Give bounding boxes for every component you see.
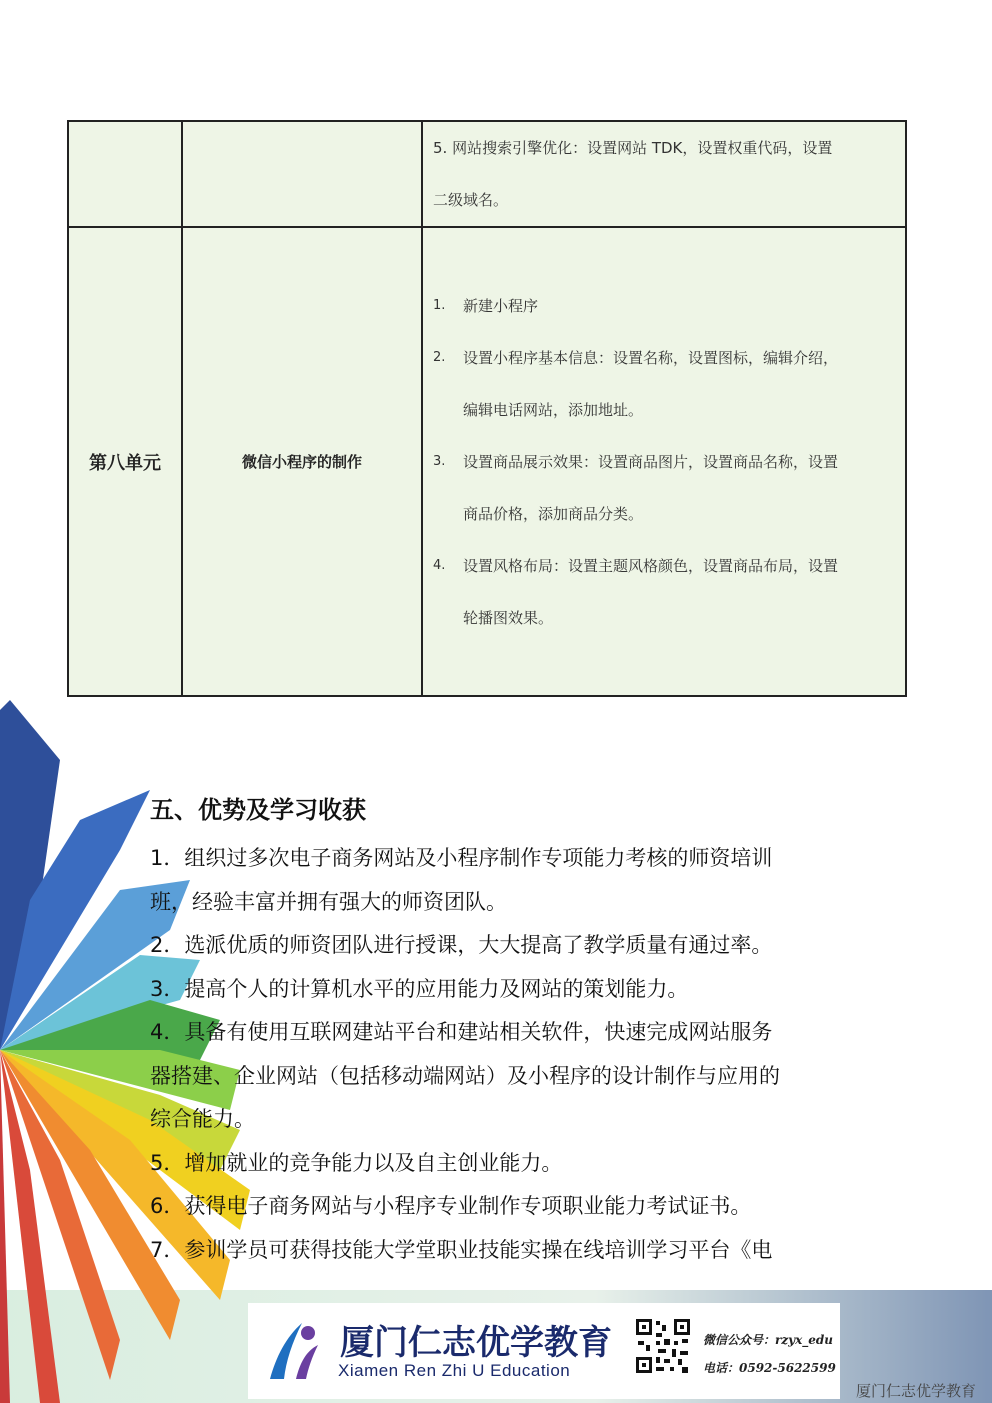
content-line: 二级域名。	[433, 191, 509, 209]
watermark-text: 厦门仁志优学教育	[856, 1382, 977, 1400]
section-line: 3．提高个人的计算机水平的应用能力及网站的策划能力。	[150, 976, 689, 1001]
item-number: 3.	[433, 453, 446, 469]
list-item	[433, 280, 897, 332]
item-text: 设置商品展示效果：设置商品图片，设置商品名称，设置	[463, 452, 839, 471]
course-table	[67, 120, 907, 697]
topic-cell: 微信小程序的制作	[182, 227, 422, 696]
table-row	[68, 121, 906, 227]
section-title: 五、优势及学习收获	[150, 796, 366, 824]
list-item	[433, 436, 897, 488]
section-line: 综合能力。	[150, 1107, 255, 1131]
advantages-section	[150, 790, 850, 1272]
item-text-continued: 编辑电话网站，添加地址。	[463, 400, 644, 419]
section-line: 6．获得电子商务网站与小程序专业制作专项职业能力考试证书。	[150, 1194, 752, 1218]
item-number: 2.	[433, 349, 446, 365]
wechat-account: 微信公众号：rzyx_edu	[703, 1333, 834, 1347]
brand-name-cn: 厦门仁志优学教育	[340, 1323, 612, 1363]
section-line: 班，经验丰富并拥有强大的师资团队。	[150, 889, 507, 914]
item-number: 1.	[433, 297, 446, 313]
section-line: 器搭建、企业网站（包括移动端网站）及小程序的设计制作与应用的	[150, 1063, 780, 1088]
section-line: 1．组织过多次电子商务网站及小程序制作专项能力考核的师资培训	[150, 846, 773, 870]
content-cell	[422, 121, 906, 227]
unit-cell	[68, 121, 182, 227]
qr-code-icon	[634, 1317, 692, 1375]
item-text-continued: 商品价格，添加商品分类。	[463, 504, 644, 523]
item-text: 新建小程序	[463, 296, 539, 315]
section-line: 7．参训学员可获得技能大学堂职业技能实操在线培训学习平台《电	[150, 1237, 773, 1262]
phone-number: 电话：0592-5622599	[703, 1361, 836, 1375]
content-line: 5. 网站搜索引擎优化：设置网站 TDK，设置权重代码，设置	[433, 139, 833, 157]
item-number: 4.	[433, 557, 446, 573]
brand-name-en: Xiamen Ren Zhi U Education	[338, 1361, 571, 1380]
section-line: 4．具备有使用互联网建站平台和建站相关软件，快速完成网站服务	[150, 1020, 773, 1044]
section-line: 2．选派优质的师资团队进行授课，大大提高了教学质量有通过率。	[150, 933, 773, 957]
list-item	[433, 332, 897, 384]
unit-cell: 第八单元	[68, 227, 182, 696]
content-cell	[422, 227, 906, 696]
list-item	[433, 540, 897, 592]
logo-icon	[262, 1317, 322, 1385]
table-row	[68, 227, 906, 696]
topic-cell	[182, 121, 422, 227]
item-text-continued: 轮播图效果。	[463, 608, 554, 627]
footer-banner	[248, 1303, 840, 1399]
item-text: 设置小程序基本信息：设置名称，设置图标，编辑介绍，	[463, 348, 839, 367]
section-line: 5．增加就业的竞争能力以及自主创业能力。	[150, 1150, 563, 1175]
item-text: 设置风格布局：设置主题风格颜色，设置商品布局，设置	[463, 556, 839, 575]
